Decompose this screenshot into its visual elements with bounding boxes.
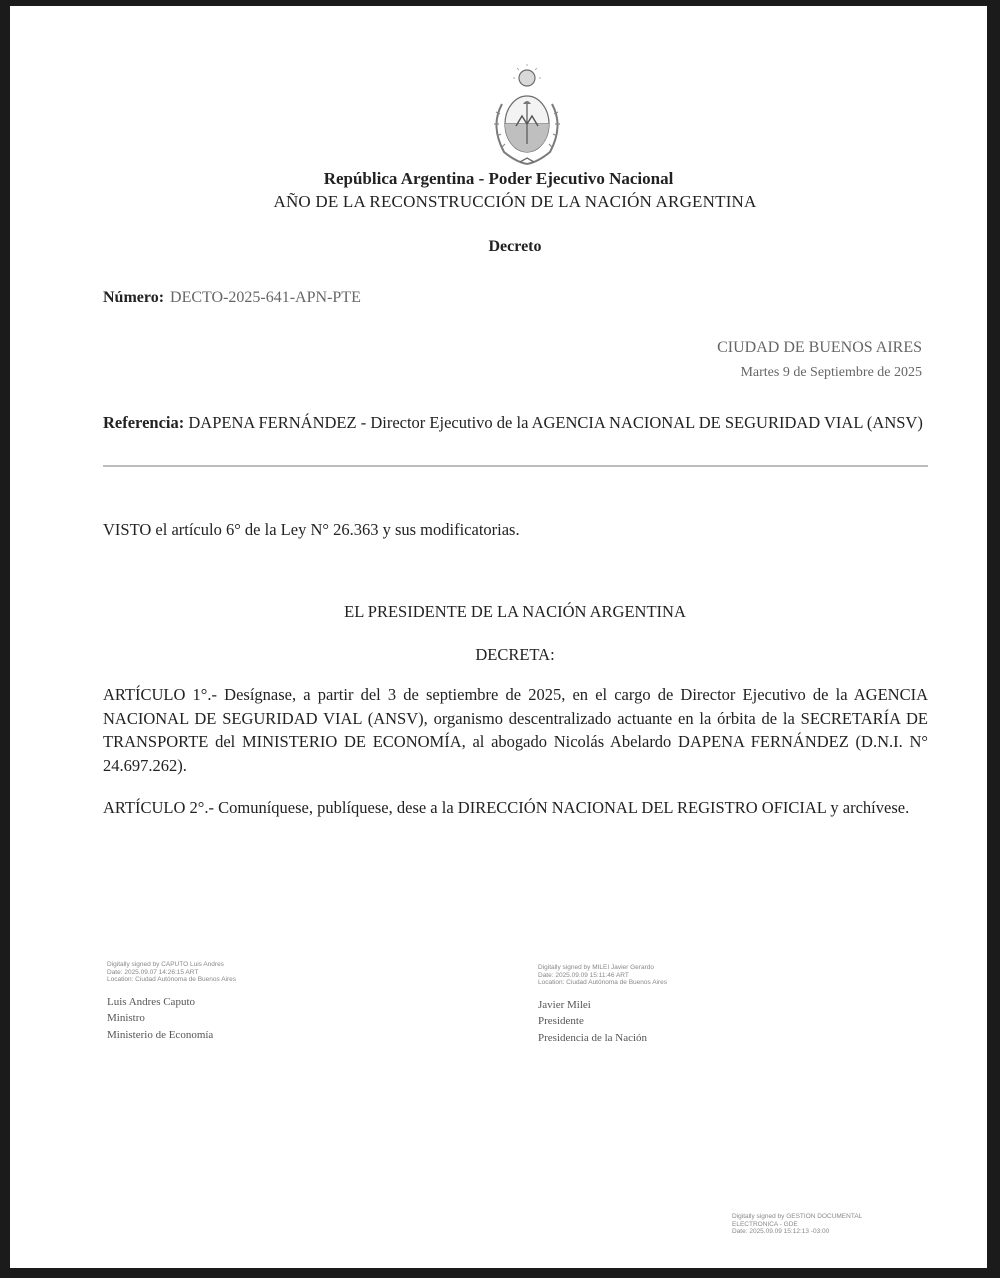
gde-signature-stamp <box>732 1213 862 1236</box>
digital-signature-stamp <box>538 964 667 987</box>
place: CIUDAD DE BUENOS AIRES <box>717 339 922 356</box>
signer-office: Ministerio de Economía <box>107 1028 214 1041</box>
visto-paragraph: VISTO el artículo 6° de la Ley N° 26.363 y sus modificatorias. <box>103 520 520 539</box>
article-2: ARTÍCULO 2°.- Comuníquese, publíquese, dese a la DIRECCIÓN NACIONAL DEL REGISTRO OFICIAL y archívese. <box>103 798 910 817</box>
date: Martes 9 de Septiembre de 2025 <box>740 365 922 380</box>
reference-text: DAPENA FERNÁNDEZ - Director Ejecutivo de la AGENCIA NACIONAL DE SEGURIDAD VIAL (ANSV) <box>188 413 923 432</box>
signer-name: Luis Andres Caputo <box>107 995 195 1008</box>
gde-date: Date: 2025.09.09 15:12:13 -03:00 <box>732 1228 830 1235</box>
document-number <box>103 289 361 307</box>
gde-signed-by: Digitally signed by GESTION DOCUMENTAL <box>732 1213 863 1220</box>
signer-name: Javier Milei <box>538 998 591 1011</box>
signed-by: Digitally signed by CAPUTO Luis Andres <box>107 961 224 968</box>
signature-location: Location: Ciudad Autónoma de Buenos Aires <box>107 976 237 983</box>
signer-office: Presidencia de la Nación <box>538 1031 648 1044</box>
signature-block-right <box>538 964 667 1046</box>
reference <box>103 412 923 434</box>
president-heading: EL PRESIDENTE DE LA NACIÓN ARGENTINA <box>344 602 686 621</box>
number-value: DECTO-2025-641-APN-PTE <box>170 289 361 306</box>
coat-of-arms-icon <box>482 64 572 168</box>
gde-system: ELECTRONICA - GDE <box>732 1220 798 1228</box>
signature-date: Date: 2025.09.07 14:26:15 ART <box>107 968 199 976</box>
signature-date: Date: 2025.09.09 15:11:46 ART <box>538 971 629 979</box>
digital-signature-stamp <box>107 961 236 984</box>
header-year-motto: AÑO DE LA RECONSTRUCCIÓN DE LA NACIÓN ARGENTINA <box>273 192 757 211</box>
article-1: ARTÍCULO 1°.- Desígnase, a partir del 3 de septiembre de 2025, en el cargo de Director Ejecutivo de la AGENCIA NACIONAL DE SEGURIDAD VIAL (ANSV), organismo descentralizado actuante en la órbita de la SECRETARÍA DE TRANSPORTE del MINISTERIO DE ECONOMÍA, al abogado Nicolás Abelardo DAPENA FERNÁNDEZ (D.N.I. N° 24.697.262). <box>103 685 928 775</box>
signer-role: Presidente <box>538 1015 584 1027</box>
signature-location: Location: Ciudad Autónoma de Buenos Aires <box>538 979 668 986</box>
header-title: República Argentina - Poder Ejecutivo Nacional <box>323 169 674 188</box>
signed-by: Digitally signed by MILEI Javier Gerardo <box>538 964 654 971</box>
number-label: Número: <box>103 289 165 306</box>
document-type: Decreto <box>488 238 542 255</box>
divider <box>103 465 928 467</box>
decreta-heading: DECRETA: <box>475 645 555 664</box>
signer-role: Ministro <box>107 1012 145 1024</box>
signature-block-left <box>107 961 236 1043</box>
reference-label: Referencia: <box>103 413 185 432</box>
document-page <box>10 6 987 1268</box>
